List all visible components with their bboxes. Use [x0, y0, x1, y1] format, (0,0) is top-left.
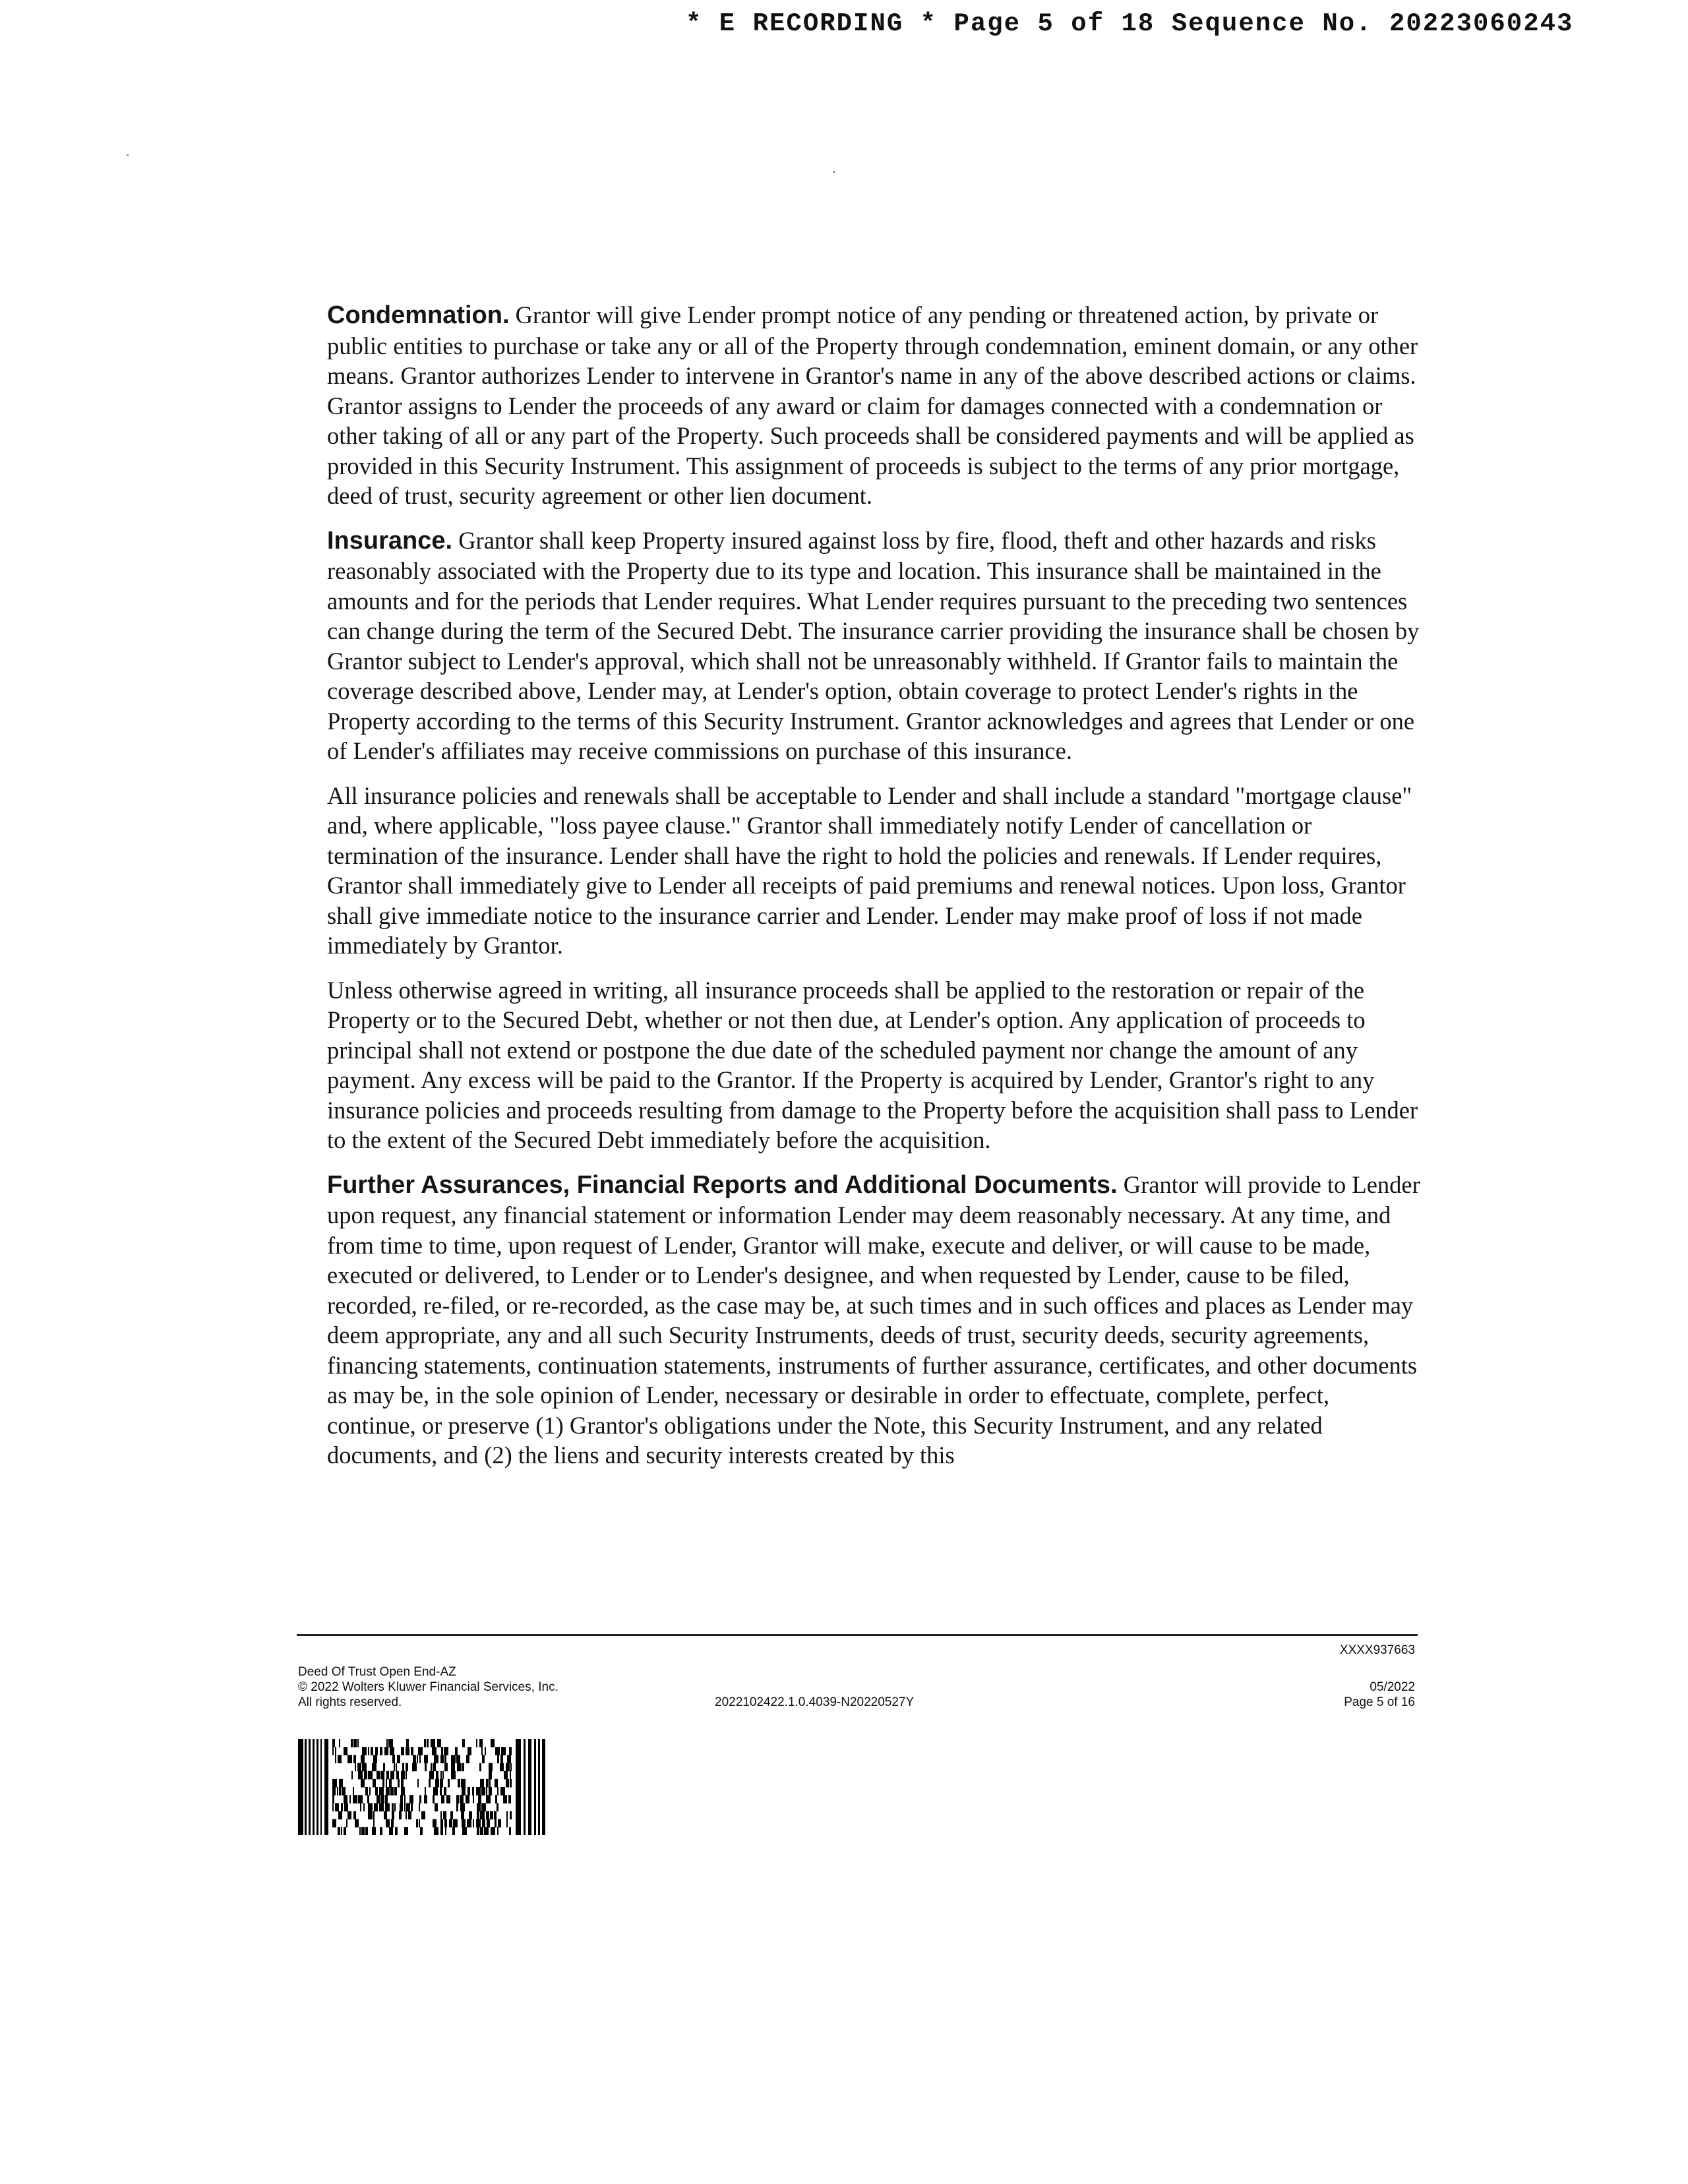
form-date: 05/2022 [1370, 1680, 1415, 1694]
footer-page-info [1344, 1680, 1415, 1710]
insurance-proceeds-paragraph [327, 975, 1422, 1155]
copyright: © 2022 Wolters Kluwer Financial Services, Inc. [298, 1680, 558, 1694]
condemnation-heading: Condemnation. [327, 301, 510, 329]
condemnation-paragraph [327, 300, 1422, 511]
scan-speck [833, 171, 835, 173]
further-assurances-text: Grantor will provide to Lender upon request, any financial statement or information Lender may deem reasonably necessary. At any time, and from time to time, upon request of Lender, Grantor will make, execute and deliver, or will cause to be made, executed or delivered, to Lender or to Lender's designee, and when requested by Lender, cause to be filed, recorded, re-filed, or re-recorded, as the case may be, at such times and in such offices and places as Lender may deem appropriate, any and all such Security Instruments, deeds of trust, security deeds, security agreements, financing statements, continuation statements, instruments of further assurance, certificates, and other documents as may be, in the sole opinion of Lender, necessary or desirable in order to effectuate, complete, perfect, continue, or preserve (1) Grantor's obligations under the Note, this Security Instrument, and any related documents, and (2) the liens and security interests created by this [327, 1170, 1420, 1469]
footer-form-info [298, 1664, 694, 1710]
form-name: Deed Of Trust Open End-AZ [298, 1665, 456, 1679]
further-assurances-paragraph [327, 1170, 1422, 1471]
page-number: Page 5 of 16 [1344, 1695, 1415, 1709]
recording-header: * E RECORDING * Page 5 of 18 Sequence No. 20223060243 [686, 9, 1574, 38]
document-code: 2022102422.1.0.4039-N20220527Y [715, 1695, 915, 1709]
condemnation-text: Grantor will give Lender prompt notice of any pending or threatened action, by private or public entities to purchase or take any or all of the Property through condemnation, eminent domain, or any other means. Grantor authorizes Lender to intervene in Grantor's name in any of the above described actions or claims. Grantor assigns to Lender the proceeds of any award or claim for damages connected with a condemnation or other taking of all or any part of the Property. Such proceeds shall be considered payments and will be applied as provided in this Security Instrument. This assignment of proceeds is subject to the terms of any prior mortgage, deed of trust, security agreement or other lien document. [327, 301, 1418, 509]
insurance-policies-paragraph [327, 781, 1422, 961]
document-body [327, 300, 1422, 1485]
insurance-paragraph [327, 526, 1422, 766]
insurance-proceeds-text: Unless otherwise agreed in writing, all insurance proceeds shall be applied to the restoration or repair of the Property or to the Secured Debt, whether or not then due, at Lender's option. Any application of proceeds to principal shall not extend or postpone the due date of the scheduled payment nor change the amount of any payment. Any excess will be paid to the Grantor. If the Property is acquired by Lender, Grantor's right to any insurance policies and proceeds resulting from damage to the Property before the acquisition shall pass to Lender to the extent of the Secured Debt immediately before the acquisition. [327, 976, 1418, 1153]
account-id: XXXX937663 [1339, 1643, 1415, 1657]
insurance-text: Grantor shall keep Property insured against loss by fire, flood, theft and other hazards and risks reasonably associated with the Property due to its type and location. This insurance shall be maintained in the amounts and for the periods that Lender requires. What Lender requires pursuant to the preceding two sentences can change during the term of the Secured Debt. The insurance carrier providing the insurance shall be chosen by Grantor subject to Lender's approval, which shall not be unreasonably withheld. If Grantor fails to maintain the coverage described above, Lender may, at Lender's option, obtain coverage to protect Lender's rights in the Property according to the terms of this Security Instrument. Grantor acknowledges and agrees that Lender or one of Lender's affiliates may receive commissions on purchase of this insurance. [327, 526, 1420, 764]
insurance-policies-text: All insurance policies and renewals shall be acceptable to Lender and shall include a standard "mortgage clause" and, where applicable, "loss payee clause." Grantor shall immediately notify Lender of cancellation or termination of the insurance. Lender shall have the right to hold the policies and renewals. If Lender requires, Grantor shall immediately give to Lender all receipts of paid premiums and renewal notices. Upon loss, Grantor shall give immediate notice to the insurance carrier and Lender. Lender may make proof of loss if not made immediately by Grantor. [327, 781, 1412, 959]
pdf417-barcode-icon [298, 1739, 547, 1835]
footer-divider [297, 1634, 1418, 1636]
scan-speck [127, 154, 129, 156]
rights-reserved: All rights reserved. [298, 1695, 402, 1709]
further-assurances-heading: Further Assurances, Financial Reports and Additional Documents. [327, 1170, 1118, 1199]
insurance-heading: Insurance. [327, 526, 453, 555]
